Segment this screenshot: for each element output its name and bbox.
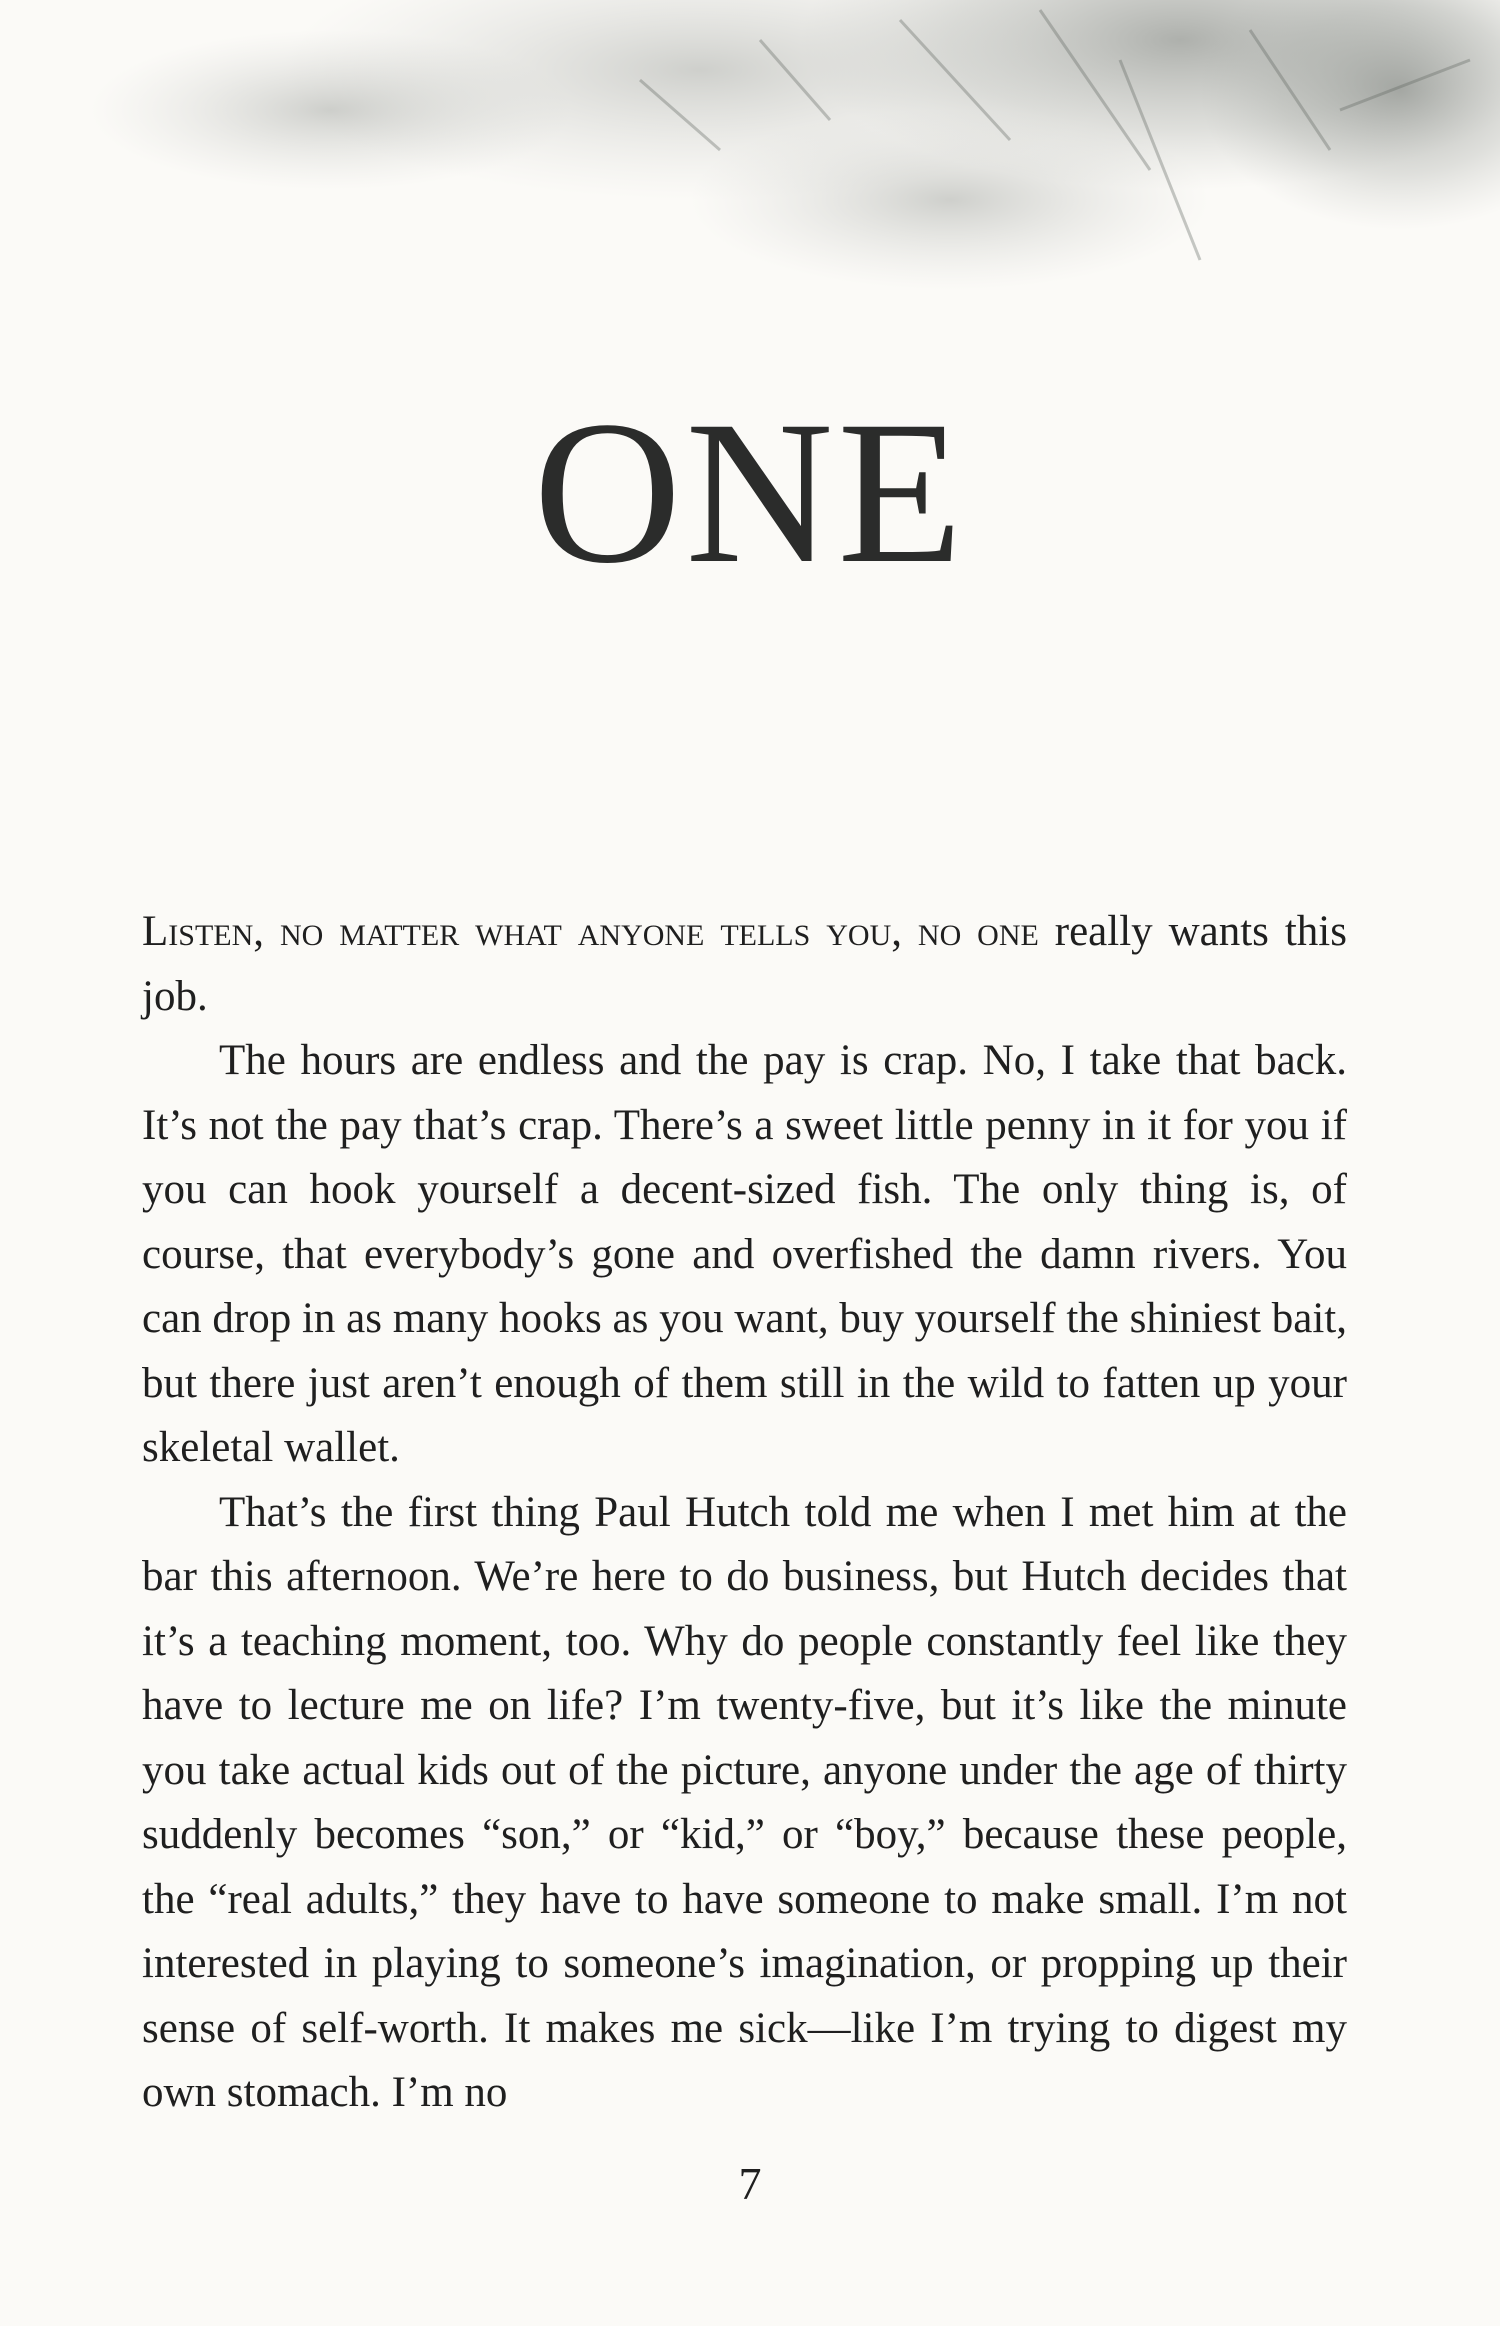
- opening-lead-in: [142, 908, 1039, 955]
- paragraph: The hours are endless and the pay is crap. No, I take that back. It’s not the pay that’s crap. There’s a sweet little penny in it for you if you can hook yourself a decent-sized fish. The only thing is, of course, that everybody’s gone and overfished the damn rivers. You can drop in as many hooks as you want, buy yourself the shiniest bait, but there just aren’t enough of them still in the wild to fatten up your skeletal wallet.: [142, 1037, 1347, 1471]
- page-number: 7: [738, 2158, 762, 2209]
- chapter-body: [142, 900, 1347, 2126]
- lead-letter: L: [142, 908, 169, 955]
- opening-paragraph: [142, 900, 1347, 1029]
- lead-rest: isten, no matter what anyone tells you, no one: [168, 908, 1039, 955]
- chapter-heading: ONE: [533, 379, 967, 606]
- opening-continuation: really wants this job.: [142, 908, 1347, 1020]
- paragraph: That’s the first thing Paul Hutch told me when I met him at the bar this afternoon. We’re here to do business, but Hutch decides that it’s a teaching moment, too. Why do people constantly feel like they have to lecture me on life? I’m twenty-five, but it’s like the minute you take actual kids out of the picture, anyone under the age of thirty suddenly becomes “son,” or “kid,” or “boy,” because these people, the “real adults,” they have to have someone to make small. I’m not interested in playing to someone’s imagination, or propping up their sense of self-worth. It makes me sick—like I’m trying to digest my own stomach. I’m no: [142, 1488, 1347, 2116]
